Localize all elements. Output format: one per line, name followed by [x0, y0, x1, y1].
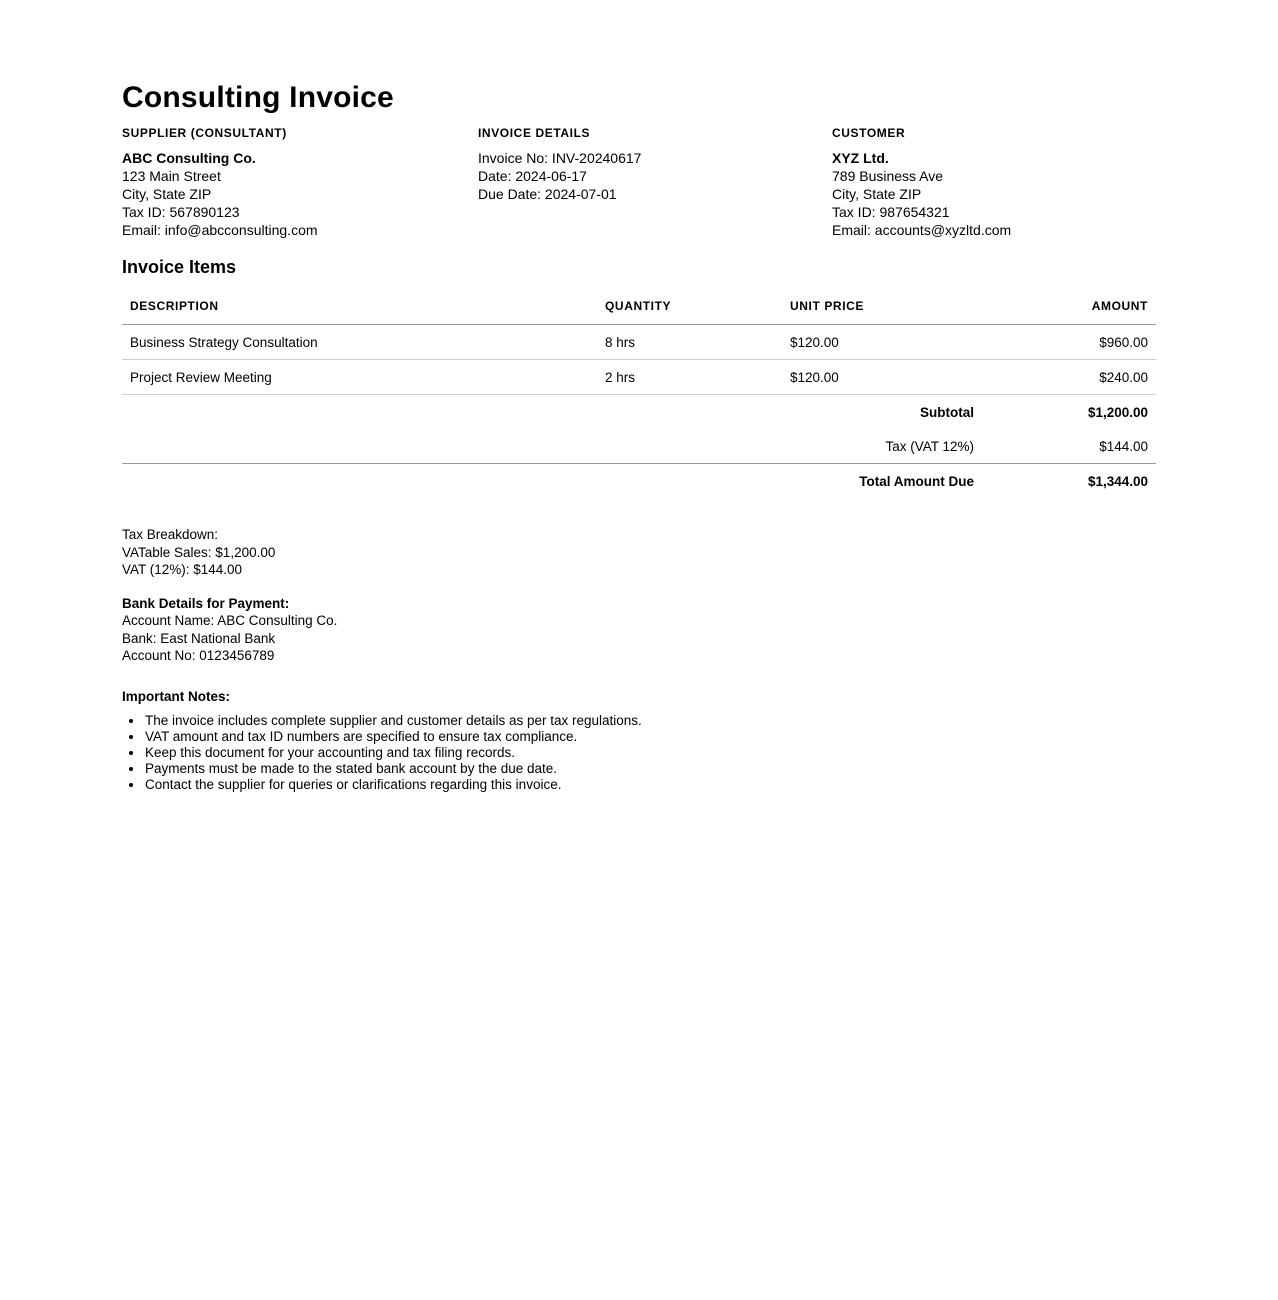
col-header-amount: AMOUNT: [982, 289, 1156, 325]
items-heading: Invoice Items: [122, 257, 237, 277]
item-row: [122, 325, 1156, 360]
invoice-date: Date: 2024-06-17: [478, 168, 587, 184]
invoice-details-heading: INVOICE DETAILS: [478, 126, 591, 140]
customer-city: City, State ZIP: [832, 186, 922, 202]
tax-breakdown-section: [122, 526, 1156, 579]
items-header-row: [122, 289, 1156, 325]
total-due-label: Total Amount Due: [122, 464, 982, 499]
tax-breakdown-vat: VAT (12%): $144.00: [122, 562, 243, 577]
item-quantity: 2 hrs: [597, 360, 782, 395]
supplier-street: 123 Main Street: [122, 168, 221, 184]
customer-email: Email: accounts@xyzltd.com: [832, 222, 1012, 238]
tax-label: Tax (VAT 12%): [885, 439, 974, 454]
tax-breakdown-heading: Tax Breakdown:: [122, 527, 219, 542]
notes-list: [122, 713, 1156, 793]
bank-name: Bank: East National Bank: [122, 630, 276, 646]
bank-account-name: Account Name: ABC Consulting Co.: [122, 613, 338, 628]
item-unit-price: $120.00: [782, 325, 982, 360]
supplier-heading: SUPPLIER (CONSULTANT): [122, 126, 287, 140]
item-amount: $960.00: [982, 325, 1156, 360]
supplier-city: City, State ZIP: [122, 186, 212, 202]
tax-breakdown-vatable-sales: VATable Sales: $1,200.00: [122, 544, 276, 560]
supplier-name: ABC Consulting Co.: [122, 150, 256, 166]
bank-account-number: Account No: 0123456789: [122, 648, 275, 663]
tax-amount: $144.00: [1099, 439, 1148, 454]
subtotal-label: Subtotal: [920, 405, 974, 420]
item-unit-price: $120.00: [782, 360, 982, 395]
notes-section: [122, 689, 1156, 793]
col-header-unit-price: UNIT PRICE: [782, 289, 982, 325]
note-item: • Contact the supplier for queries or clarifications regarding this invoice.: [144, 777, 1156, 793]
items-table: [122, 289, 1156, 498]
invoice-number: Invoice No: INV-20240617: [478, 150, 642, 166]
col-header-description: DESCRIPTION: [122, 289, 597, 325]
col-header-quantity: QUANTITY: [597, 289, 782, 325]
invoice-page: [122, 0, 1156, 793]
note-item: • The invoice includes complete supplier and customer details as per tax regulations.: [144, 713, 1156, 729]
customer-street: 789 Business Ave: [832, 168, 944, 184]
bank-details-section: [122, 595, 1156, 665]
customer-name: XYZ Ltd.: [832, 150, 889, 166]
item-row: [122, 360, 1156, 395]
note-item: • VAT amount and tax ID numbers are specified to ensure tax compliance.: [144, 729, 1156, 745]
subtotal-row: [122, 395, 1156, 430]
notes-heading: Important Notes:: [122, 688, 230, 704]
total-due-row: [122, 464, 1156, 499]
item-quantity: 8 hrs: [597, 325, 782, 360]
note-item: • Keep this document for your accounting and tax filing records.: [144, 745, 1156, 761]
tax-row: [122, 429, 1156, 464]
total-due-amount: $1,344.00: [982, 464, 1156, 499]
item-description: Project Review Meeting: [122, 360, 597, 395]
customer-tax-id: Tax ID: 987654321: [832, 204, 950, 220]
supplier-email: Email: info@abcconsulting.com: [122, 222, 318, 238]
parties-section: [122, 126, 1156, 239]
item-description: Business Strategy Consultation: [122, 325, 597, 360]
invoice-due-date: Due Date: 2024-07-01: [478, 186, 617, 202]
supplier-tax-id: Tax ID: 567890123: [122, 204, 240, 220]
supplier-section: [122, 126, 478, 239]
subtotal-amount: $1,200.00: [1087, 405, 1148, 420]
bank-details-heading: Bank Details for Payment:: [122, 595, 290, 611]
page-title: Consulting Invoice: [122, 81, 394, 114]
customer-section: [832, 126, 1156, 239]
invoice-details-section: [478, 126, 832, 239]
item-amount: $240.00: [982, 360, 1156, 395]
customer-heading: CUSTOMER: [832, 126, 906, 140]
note-item: • Payments must be made to the stated bank account by the due date.: [144, 761, 1156, 777]
